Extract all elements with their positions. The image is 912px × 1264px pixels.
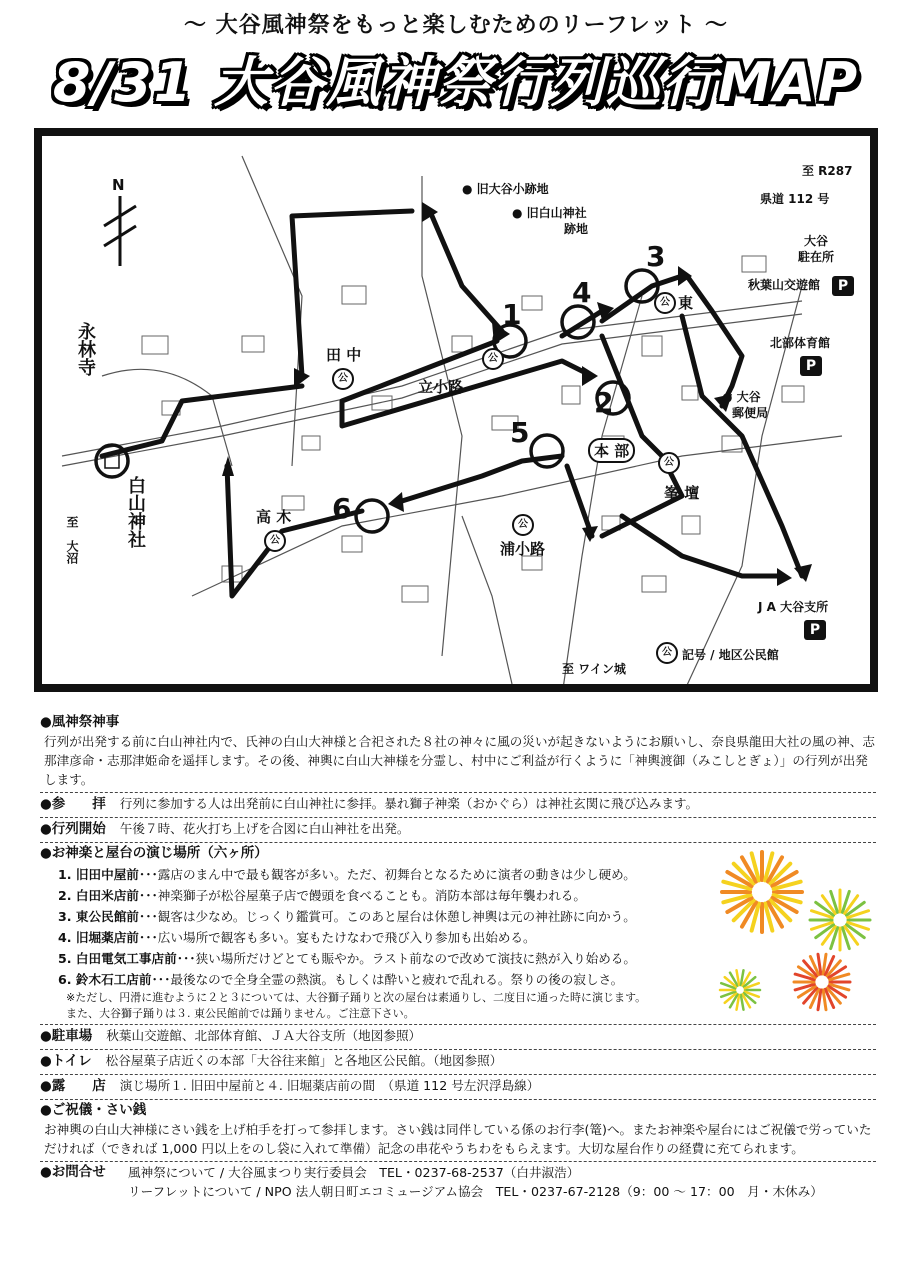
community-hall-icon: 公 xyxy=(512,514,534,536)
hakusan-label: 白山神社 xyxy=(125,476,146,548)
section-contact xyxy=(40,1162,876,1204)
stop-2-number: 2 xyxy=(594,386,614,419)
contact-line-1: 風神祭について / 大谷風まつり実行委員会 TEL・0237-68-2537（白井淑浩） xyxy=(128,1165,580,1180)
venue-desc: ･･･広い場所で観客も多い。宴もたけなわで飛び入り参加も出始める。 xyxy=(138,930,536,945)
venue-note: ※ただし、円滑に進むように２と３については、大谷獅子踊りと次の屋台は素通りし、二度目に通った時に演じます。 xyxy=(66,991,647,1004)
hokubu-label: 北部体育館 xyxy=(770,336,831,350)
section-heading: ●風神祭神事 xyxy=(40,714,120,730)
section-offering xyxy=(40,1100,876,1162)
stop-1-number: 1 xyxy=(502,298,522,331)
section-heading: ●露 店 xyxy=(40,1078,106,1094)
firework-icon xyxy=(810,890,870,950)
eirinji-label: 永林寺 xyxy=(75,322,96,376)
venue-desc: ･･･神楽獅子が松谷屋菓子店で饅頭を食べることも。消防本部は毎年襲われる。 xyxy=(138,888,586,903)
section-body: お神輿の白山大神様にさい銭を上げ柏手を打って参拝します。さい銭は同伴している係のお行李(篭)へ。またお神楽や屋台にはご祝儀で労っていただければ（できれば 1,000 円以上をのし袋に入れて準備）記念の串花やうちわをもらえます。大切な屋台作りの経費に充てられます。 xyxy=(44,1122,872,1156)
venue-desc: ･･･観客は少なめ。じっくり鑑賞可。このあと屋台は休憩し神輿は元の神社跡に向かう。 xyxy=(138,909,636,924)
section-heading: ●行列開始 xyxy=(40,821,106,837)
old-shrine-label: ● 旧白山神社 xyxy=(512,206,587,220)
firework-icon xyxy=(720,970,760,1009)
police-label-2: 駐在所 xyxy=(798,250,835,264)
tanaka-label: 田 中 xyxy=(326,346,362,364)
stop-6-number: 6 xyxy=(332,492,352,525)
community-hall-icon: 公 xyxy=(332,368,354,390)
section-heading: ●参 拝 xyxy=(40,796,106,812)
section-start xyxy=(40,818,876,843)
north-label: N xyxy=(112,176,125,194)
venue-name: 2. 白田米店前 xyxy=(58,888,139,903)
page-title: 8/31 大谷風神祭行列巡行MAP xyxy=(52,51,860,114)
section-toilet xyxy=(40,1050,876,1075)
community-hall-icon: 公 xyxy=(264,530,286,552)
venue-name: 6. 鈴木石工店前 xyxy=(58,972,152,987)
honbu-label: 本 部 xyxy=(588,438,635,463)
venue-desc: ･･･最後なので全身全霊の熱演。もしくは酔いと疲れで乱れる。祭りの後の寂しさ。 xyxy=(151,972,624,987)
section-sanpai xyxy=(40,793,876,818)
post-label-2: 郵便局 xyxy=(732,406,769,420)
stop-4-number: 4 xyxy=(572,276,592,309)
post-label: ● 大谷 xyxy=(722,390,761,404)
section-heading: ●ご祝儀・さい銭 xyxy=(40,1102,147,1118)
tagline: ～ 大谷風神祭をもっと楽しむためのリーフレット ～ xyxy=(183,13,729,38)
akiba-label: 秋葉山交遊館 xyxy=(748,278,821,292)
parking-icon: P xyxy=(800,356,822,376)
section-heading: ●駐車場 xyxy=(40,1028,93,1044)
parking-icon: P xyxy=(832,276,854,296)
route-map xyxy=(34,128,878,692)
venue-name: 5. 白田電気工事店前 xyxy=(58,951,177,966)
stop-3-number: 3 xyxy=(646,240,666,273)
minedan-label: 峯 壇 xyxy=(664,484,700,502)
section-body: 午後７時、花火打ち上げを合図に白山神社を出発。 xyxy=(119,821,410,836)
contact-line-2: リーフレットについて / NPO 法人朝日町エコミュージアム協会 TEL・0237-67-2128（9：00 ～ 17：00 月・木休み） xyxy=(128,1184,823,1199)
section-body: 行列が出発する前に白山神社内で、氏神の白山大神様と合祀された８社の神々に風の災いが起きないようにお願いし、奈良県龍田大社の風の神、志那津彦命・志那津姫命を遥拝します。その後、神輿に白山大神様を分霊し、村中にご利益が行くように「神輿渡御（みこしとぎょ）」の行列が出発します。 xyxy=(44,734,875,787)
section-body: 秋葉山交遊館、北部体育館、ＪＡ大谷支所（地図参照） xyxy=(106,1028,422,1043)
section-heading: ●お神楽と屋台の演じ場所（六ヶ所） xyxy=(40,845,268,861)
higashi-label: 東 xyxy=(678,294,694,312)
old-shrine-label-2: 跡地 xyxy=(564,222,589,236)
community-hall-icon: 公 xyxy=(482,348,504,370)
venue-desc: ･･･露店のまん中で最も観客が多い。ただ、初舞台となるために演者の動きは少し硬め。 xyxy=(138,867,636,882)
venue-note-2: また、大谷獅子踊りは３. 東公民館前では踊りません。ご注意下さい。 xyxy=(66,1007,415,1020)
legend-label: 記号 / 地区公民館 xyxy=(682,648,779,662)
uragoji-label: 浦小路 xyxy=(500,540,546,558)
section-heading: ●お問合せ xyxy=(40,1164,106,1180)
section-body: 松谷屋菓子店近くの本部「大谷往来館」と各地区公民館。（地図参照） xyxy=(105,1053,503,1068)
firework-icon xyxy=(722,852,802,932)
route112-label: 県道 112 号 xyxy=(760,192,830,206)
community-hall-icon: 公 xyxy=(658,452,680,474)
takagi-label: 高 木 xyxy=(256,508,292,526)
section-shinji xyxy=(40,712,876,793)
ja-label: J A 大谷支所 xyxy=(758,600,829,614)
contact-row xyxy=(40,1163,876,1201)
community-hall-icon: 公 xyxy=(654,292,676,314)
section-body: 演じ場所１. 旧田中屋前と４. 旧堀薬店前の間 （県道 112 号左沢浮島線） xyxy=(119,1078,540,1093)
venue-name: 1. 旧田中屋前 xyxy=(58,867,139,882)
community-hall-icon: 公 xyxy=(656,642,678,664)
to-wine-label: 至 ワイン城 xyxy=(562,662,626,676)
venue-desc: ･･･狭い場所だけどとても賑やか。ラスト前なので改めて演技に熱が入り始める。 xyxy=(176,951,636,966)
old-school-label: ● 旧大谷小跡地 xyxy=(462,182,549,196)
section-parking xyxy=(40,1025,876,1050)
venue-name: 4. 旧堀薬店前 xyxy=(58,930,139,945)
section-body: 行列に参加する人は出発前に白山神社に参拝。暴れ獅子神楽（おかぐら）は神社玄関に飛び込みます。 xyxy=(119,796,699,811)
parking-icon: P xyxy=(804,620,826,640)
firework-icon xyxy=(794,954,850,1009)
stop-5-number: 5 xyxy=(510,416,530,449)
police-label: 大谷 xyxy=(804,234,829,248)
tachikoji-label: 立小路 xyxy=(418,378,464,396)
to-r287-label: 至 R287 xyxy=(802,164,853,178)
to-onuma-label: 至 大沼 xyxy=(65,516,79,564)
fireworks-illustration xyxy=(712,842,882,1022)
section-heading: ●トイレ xyxy=(40,1053,92,1069)
section-stalls xyxy=(40,1075,876,1100)
venue-name: 3. 東公民館前 xyxy=(58,909,139,924)
